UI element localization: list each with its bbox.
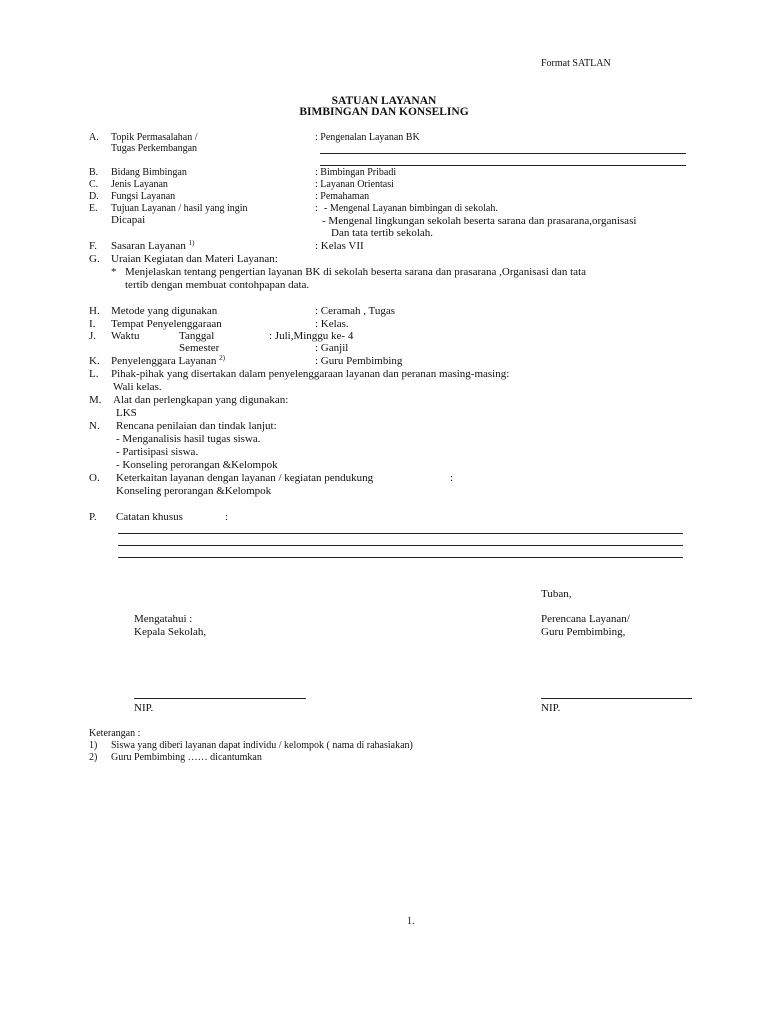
item-c-label: Jenis Layanan: [111, 179, 168, 190]
item-a-label-2: Tugas Perkembangan: [111, 143, 198, 154]
signature-place: Tuban,: [541, 588, 572, 600]
item-e-value-1: - Mengenal Layanan bimbingan di sekolah.: [324, 203, 498, 214]
item-g-label: Uraian Kegiatan dan Materi Layanan:: [111, 253, 278, 265]
item-m-value: LKS: [116, 407, 137, 419]
footnote-ref-1: 1): [188, 239, 195, 247]
item-h-label: Metode yang digunakan: [111, 305, 218, 317]
item-g-line-2: tertib dengan membuat contohpapan data.: [125, 279, 310, 291]
format-label: Format SATLAN: [541, 58, 611, 69]
item-p-colon: :: [225, 511, 229, 523]
item-i-value: : Kelas.: [315, 318, 349, 330]
item-b-letter: B.: [89, 167, 99, 178]
item-n-label: Rencana penilaian dan tindak lanjut:: [116, 420, 277, 432]
item-g-letter: G.: [89, 253, 100, 265]
item-o-letter: O.: [89, 472, 100, 484]
item-b-label: Bidang Bimbingan: [111, 167, 187, 178]
item-a-blank-line-2: [320, 165, 686, 166]
item-h-value: : Ceramah , Tugas: [315, 305, 396, 317]
item-p-label: Catatan khusus: [116, 511, 183, 523]
item-j-letter: J.: [89, 330, 97, 342]
notes-line-3: [118, 557, 683, 558]
item-n-value-1: - Menganalisis hasil tugas siswa.: [116, 433, 261, 445]
signature-left-line-2: Kepala Sekolah,: [134, 626, 207, 638]
item-j-sub-2: Semester: [179, 342, 220, 354]
signature-right-line: [541, 698, 692, 699]
item-e-value-3: Dan tata tertib sekolah.: [331, 227, 434, 239]
note-1-text: Siswa yang diberi layanan dapat individu / kelompok ( nama di rahasiakan): [111, 740, 413, 751]
item-e-value-2: - Mengenal lingkungan sekolah beserta sarana dan prasarana,organisasi: [322, 215, 637, 227]
item-c-letter: C.: [89, 179, 99, 190]
item-n-value-2: - Partisipasi siswa.: [116, 446, 199, 458]
item-g-line-1: Menjelaskan tentang pengertian layanan BK di sekolah beserta sarana dan prasarana ,Organisasi dan tata: [125, 266, 587, 278]
note-2-number: 2): [89, 752, 98, 763]
item-f-letter: F.: [89, 240, 97, 252]
title-line-2: BIMBINGAN DAN KONSELING: [299, 106, 469, 118]
item-j-value-1: : Juli,Minggu ke- 4: [269, 330, 354, 342]
item-a-blank-line-1: [320, 153, 686, 154]
item-e-label-2: Dicapai: [111, 214, 146, 226]
item-j-value-2: : Ganjil: [315, 342, 349, 354]
signature-right-line-1: Perencana Layanan/: [541, 613, 630, 625]
item-o-label: Keterkaitan layanan dengan layanan / kegiatan pendukung: [116, 472, 374, 484]
item-g-bullet: *: [111, 266, 117, 278]
item-l-label: Pihak-pihak yang disertakan dalam penyelenggaraan layanan dan peranan masing-masing:: [111, 368, 510, 380]
item-j-sub-1: Tanggal: [179, 330, 215, 342]
item-n-value-3: - Konseling perorangan &Kelompok: [116, 459, 278, 471]
title-line-1: SATUAN LAYANAN: [331, 95, 437, 107]
item-m-letter: M.: [89, 394, 102, 406]
item-a-value: : Pengenalan Layanan BK: [315, 132, 420, 143]
notes-line-1: [118, 533, 683, 534]
item-k-letter: K.: [89, 355, 100, 367]
item-d-value: : Pemahaman: [315, 191, 370, 202]
item-f-value: : Kelas VII: [315, 240, 364, 252]
item-b-value: : Bimbingan Pribadi: [315, 167, 397, 178]
item-n-letter: N.: [89, 420, 100, 432]
signature-right-nip: NIP.: [541, 702, 561, 714]
notes-title: Keterangan :: [89, 728, 141, 739]
item-e-letter: E.: [89, 203, 98, 214]
item-a-label-1: Topik Permasalahan /: [111, 132, 198, 143]
item-e-label-1: Tujuan Layanan / hasil yang ingin: [111, 203, 248, 214]
item-e-colon: :: [315, 203, 318, 214]
item-i-letter: I.: [89, 318, 96, 330]
item-l-value: Wali kelas.: [113, 381, 162, 393]
item-a-letter: A.: [89, 132, 99, 143]
footnote-ref-2: 2): [219, 354, 225, 362]
page-number: 1.: [407, 916, 415, 927]
item-o-colon: :: [450, 472, 454, 484]
signature-left-nip: NIP.: [134, 702, 154, 714]
item-l-letter: L.: [89, 368, 99, 380]
note-1-number: 1): [89, 740, 98, 751]
signature-left-line: [134, 698, 306, 699]
item-o-value: Konseling perorangan &Kelompok: [116, 485, 272, 497]
item-k-value: : Guru Pembimbing: [315, 355, 403, 367]
signature-left-line-1: Mengatahui :: [134, 613, 193, 625]
signature-right-line-2: Guru Pembimbing,: [541, 626, 626, 638]
note-2-text: Guru Pembimbing …… dicantumkan: [111, 752, 262, 763]
item-m-label: Alat dan perlengkapan yang digunakan:: [113, 394, 289, 406]
item-d-label: Fungsi Layanan: [111, 191, 176, 202]
item-p-letter: P.: [89, 511, 97, 523]
item-f-label: Sasaran Layanan $^{1)}$: [111, 239, 195, 252]
item-h-letter: H.: [89, 305, 100, 317]
item-c-value: : Layanan Orientasi: [315, 179, 394, 190]
notes-line-2: [118, 545, 683, 546]
item-j-label: Waktu: [111, 330, 140, 342]
item-k-label: Penyelenggara Layanan $^{2)}$: [111, 354, 225, 367]
item-i-label: Tempat Penyelenggaraan: [111, 318, 222, 330]
item-d-letter: D.: [89, 191, 99, 202]
